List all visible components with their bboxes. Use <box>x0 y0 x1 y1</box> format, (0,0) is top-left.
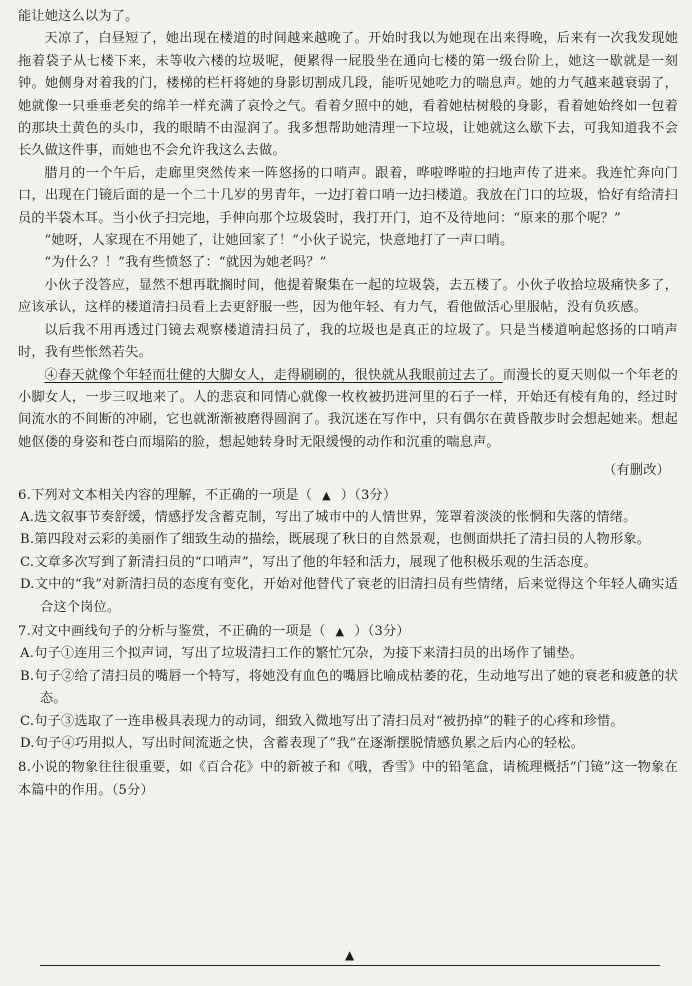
paragraph-text: 以后我不用再透过门镜去观察楼道清扫员了，我的垃圾也是真正的垃圾了。只是当楼道响起悠扬的口哨声时，我有些怅然若失。 <box>18 322 678 361</box>
question-stem <box>18 485 678 507</box>
option-C[interactable]: C.句子③选取了一连串极具表现力的动词，细致入微地写出了清扫员对“被扔掉”的鞋子的心疼和珍惜。 <box>20 713 624 729</box>
paragraph-text: 腊月的一个午后，走廊里突然传来一阵悠扬的口哨声。跟着，哗啦哗啦的扫地声传了进来。我连忙奔向门口，出现在门镜后面的是一个二十几岁的男青年，一边打着口哨一边扫楼道。我放在门口的垃圾，恰好有给清扫员的半袋木耳。当小伙子扫完地，手伸向那个垃圾袋时，我打开门，迫不及待地问：“原来的那个呢？” <box>18 165 678 226</box>
option-A[interactable]: A.选文叙事节奏舒缓，情感抒发含蓄克制，写出了城市中的人情世界，笼罩着淡淡的怅惘和失落的情绪。 <box>20 509 637 525</box>
option-D[interactable]: D.句子④巧用拟人，写出时间流逝之快，含蓄表现了“我”在逐渐摆脱情感负累之后内心的轻松。 <box>20 736 585 751</box>
option-C[interactable]: C.文章多次写到了新清扫员的“口哨声”，写出了他的年轻和活力，展现了他积极乐观的生活态度。 <box>20 554 597 570</box>
passage-paragraph <box>18 275 678 320</box>
option-B[interactable]: B.句子②给了清扫员的嘴唇一个特写，将她没有血色的嘴唇比喻成枯萎的花，生动地写出了她的衰老和疲惫的状态。 <box>20 668 678 707</box>
exam-page <box>18 6 678 802</box>
answer-mark-icon: ▲ <box>345 948 355 962</box>
stem-score: ）（3分） <box>354 623 410 639</box>
passage-paragraph <box>18 28 678 162</box>
stem-score: ）（3分） <box>340 487 397 503</box>
question-6 <box>18 485 678 619</box>
question-stem <box>18 621 678 643</box>
passage-paragraph <box>18 230 678 252</box>
question-stem <box>18 757 678 802</box>
paragraph-text: 小伙子没答应，显然不想再耽搁时间，他提着聚集在一起的垃圾袋，去五楼了。小伙子收拾垃圾痛快多了，应该承认，这样的楼道清扫员看上去更舒服一些，因为他年轻、有力气，看他做活心里服帖，没有负疚感。 <box>18 277 678 316</box>
paragraph-text: 而漫长的夏天则似一个年老的小脚女人，一步三叹地来了。人的悲哀和同情心就像一枚枚被扔进河里的石子一样，开始还有棱有角的，经过时间流水的不间断的冲刷，它也就渐渐被磨得圆润了。我沉迷在写作中，只有偶尔在黄昏散步时会想起她来。想起她伛偻的身姿和苍白而塌陷的脸，想起她转身时无限缓慢的动作和沉重的喘息声。 <box>18 367 678 450</box>
paragraph-text: 天凉了，白昼短了，她出现在楼道的时间越来越晚了。开始时我以为她现在出来得晚，后来有一次我发现她拖着袋子从七楼下来，未等收六楼的垃圾呢，便累得一屁股坐在通向七楼的第一级台阶上，她这一歇就是一刻钟。她侧身对着我的门，楼梯的栏杆将她的身影切割成几段，能听见她吃力的喘息声。她的力气越来越衰弱了，她就像一只垂垂老矣的绵羊一样充满了哀怜之气。看着夕照中的她，看着她枯树般的身影，看着她始终如一包着的那块土黄色的头巾，我的眼睛不由湿润了。我多想帮助她清理一下垃圾，让她就这么歇下去，可我知道我不会长久做这件事，而她也不会允许我这么去做。 <box>18 31 678 159</box>
passage-paragraph <box>18 6 678 28</box>
answer-line[interactable] <box>40 965 660 966</box>
question-list <box>18 485 678 803</box>
underlined-sentence: ④春天就像个年轻而壮健的大脚女人，走得刷刷的，很快就从我眼前过去了。 <box>44 367 503 383</box>
passage-paragraph <box>18 163 678 230</box>
paragraph-text: “为什么？！”我有些愤怒了：“就因为她老吗？” <box>44 255 327 271</box>
source-note: （有删改） <box>603 463 670 479</box>
stem-text: 7.对文中画线句子的分析与鉴赏，不正确的一项是（ <box>18 623 326 639</box>
question-8 <box>18 757 678 802</box>
answer-blank-icon[interactable]: ▲ <box>335 624 345 638</box>
answer-blank-icon[interactable]: ▲ <box>322 488 331 502</box>
passage-paragraph <box>18 320 678 365</box>
stem-text: 8.小说的物象往往很重要，如《百合花》中的新被子和《哦，香雪》中的铅笔盒，请梳理概括“门镜”这一物象在本篇中的作用。（5分） <box>18 760 678 798</box>
passage-paragraph <box>18 252 678 274</box>
reading-passage <box>18 6 678 454</box>
paragraph-text: 能让她这么以为了。 <box>18 9 139 24</box>
stem-text: 6.下列对文本相关内容的理解，不正确的一项是（ <box>18 487 313 503</box>
option-B[interactable]: B.第四段对云彩的美丽作了细致生动的描绘，既展现了秋日的自然景观，也侧面烘托了清扫员的人物形象。 <box>20 532 651 548</box>
question-7 <box>18 621 678 755</box>
option-A[interactable]: A.句子①连用三个拟声词，写出了垃圾清扫工作的繁忙冗杂，为接下来清扫员的出场作了铺垫。 <box>20 646 583 662</box>
passage-paragraph <box>18 365 678 455</box>
option-D[interactable]: D.文中的“我”对新清扫员的态度有变化，开始对他替代了衰老的旧清扫员有些情绪，后来觉得这个年轻人确实适合这个岗位。 <box>20 577 678 615</box>
paragraph-text: “她呀，人家现在不用她了，让她回家了！”小伙子说完，快意地打了一声口哨。 <box>44 233 514 249</box>
